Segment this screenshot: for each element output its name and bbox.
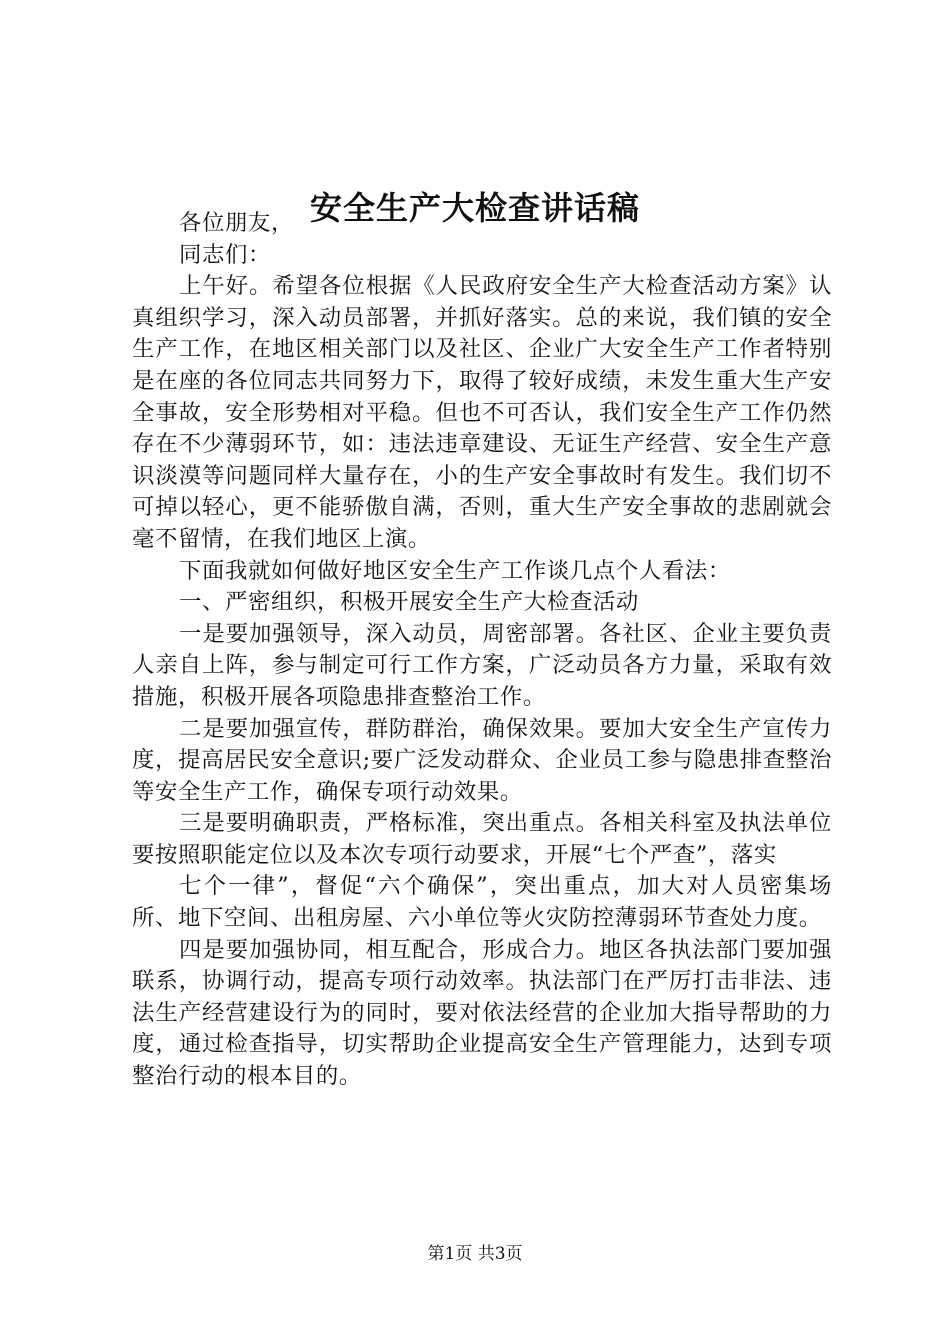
document-title: 安全生产大检查讲话稿 bbox=[309, 189, 640, 227]
paragraph-point-3-continued: 七个一律”，督促“六个确保”，突出重点，加大对人员密集场所、地下空间、出租房屋、六小单位等火灾防控薄弱环节查处力度。 bbox=[132, 873, 832, 932]
paragraph-point-1: 一是要加强领导，深入动员，周密部署。各社区、企业主要负责人亲自上阵，参与制定可行工作方案，广泛动员各方力量，采取有效措施，积极开展各项隐患排查整治工作。 bbox=[132, 620, 832, 710]
salutation-friends: 各位朋友， bbox=[179, 210, 294, 236]
section-heading-1: 一、严密组织，积极开展安全生产大检查活动 bbox=[179, 589, 639, 616]
document-body bbox=[132, 208, 832, 1093]
page-footer: 第1页 共3页 bbox=[427, 1244, 523, 1264]
paragraph-greeting: 上午好。希望各位根据《人民政府安全生产大检查活动方案》认真组织学习，深入动员部署，并抓好落实。总的来说，我们镇的安全生产工作，在地区相关部门以及社区、企业广大安全生产工作者特别是在座的各位同志共同努力下，取得了较好成绩，未发生重大生产安全事故，安全形势相对平稳。但也不可否认，我们安全生产工作仍然存在不少薄弱环节，如：违法违章建设、无证生产经营、安全生产意识淡漠等问题同样大量存在，小的生产安全事故时有发生。我们切不可掉以轻心，更不能骄傲自满，否则，重大生产安全事故的悲剧就会毫不留情，在我们地区上演。 bbox=[132, 273, 832, 552]
salutation-comrades: 同志们： bbox=[179, 241, 271, 268]
paragraph-point-3: 三是要明确职责，严格标准，突出重点。各相关科室及执法单位要按照职能定位以及本次专项行动要求，开展“七个严查”，落实 bbox=[132, 810, 832, 868]
paragraph-point-4: 四是要加强协同，相互配合，形成合力。地区各执法部门要加强联系，协调行动，提高专项行动效率。执法部门在严厉打击非法、违法生产经营建设行为的同时，要对依法经营的企业加大指导帮助的力度，通过检查指导，切实帮助企业提高安全生产管理能力，达到专项整治行动的根本目的。 bbox=[132, 936, 832, 1090]
paragraph-intro-points: 下面我就如何做好地区安全生产工作谈几点个人看法： bbox=[179, 557, 731, 584]
paragraph-point-2: 二是要加强宣传，群防群治，确保效果。要加大安全生产宣传力度，提高居民安全意识;要广泛发动群众、企业员工参与隐患排查整治等安全生产工作，确保专项行动效果。 bbox=[132, 715, 832, 805]
